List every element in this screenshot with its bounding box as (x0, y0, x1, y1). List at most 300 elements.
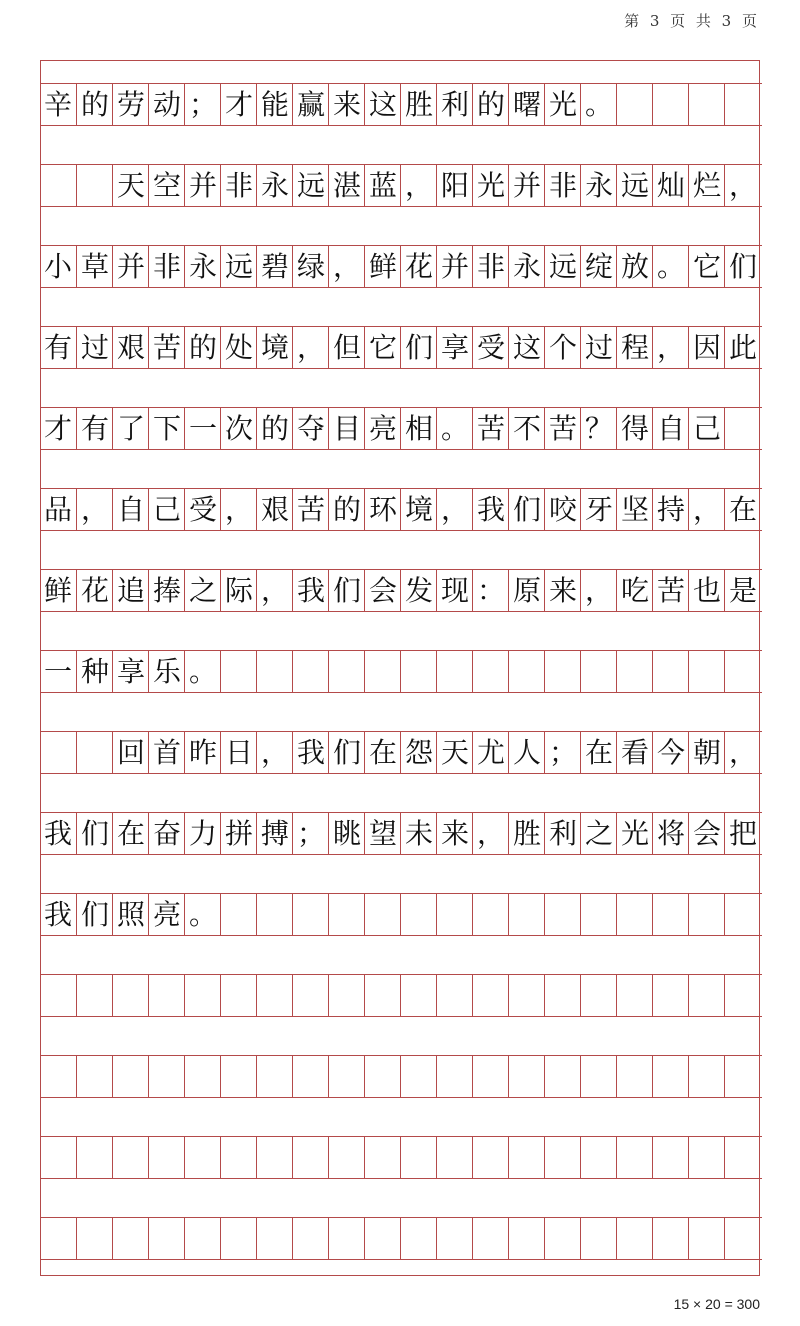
grid-cell (184, 1137, 221, 1178)
grid-cell (220, 1056, 257, 1097)
grid-cell: 把 (724, 813, 761, 854)
grid-cell: 苦 (652, 570, 689, 611)
grid-cell: 是 (724, 570, 761, 611)
grid-cell: 我 (472, 489, 509, 530)
grid-cell: 苦 (544, 408, 581, 449)
grid-cell (184, 975, 221, 1016)
grid-cell (328, 1137, 365, 1178)
grid-cell (40, 1056, 76, 1097)
grid-cell (580, 1137, 617, 1178)
grid-cell: 发 (400, 570, 437, 611)
grid-cell (436, 1137, 473, 1178)
grid-cell: 远 (544, 246, 581, 287)
grid-cell (328, 894, 365, 935)
grid-row (40, 488, 762, 531)
grid-cell: 它 (364, 327, 401, 368)
grid-cell (256, 975, 293, 1016)
grid-cell: 人 (508, 732, 545, 773)
grid-cell: 自 (652, 408, 689, 449)
grid-cell: ， (256, 570, 293, 611)
grid-cell: 来 (544, 570, 581, 611)
grid-cell: 。 (652, 246, 689, 287)
grid-cell: 苦 (472, 408, 509, 449)
grid-cell: 拼 (220, 813, 257, 854)
grid-cell: 了 (112, 408, 149, 449)
grid-cell: ， (76, 489, 113, 530)
grid-cell: 艰 (256, 489, 293, 530)
grid-cell: 处 (220, 327, 257, 368)
grid-cell (400, 651, 437, 692)
grid-cell: 因 (688, 327, 725, 368)
grid-cell: 一 (43, 654, 72, 688)
grid-cell (400, 975, 437, 1016)
grid-cell: 亮 (148, 894, 185, 935)
grid-cell: 享 (436, 327, 473, 368)
grid-cell (292, 1218, 329, 1259)
grid-cell: 看 (616, 732, 653, 773)
grid-cell: 在 (112, 813, 149, 854)
grid-cell (76, 1056, 113, 1097)
grid-cell: 空 (148, 165, 185, 206)
grid-cell: 能 (256, 84, 293, 125)
grid-cell (616, 894, 653, 935)
grid-cell: ， (472, 813, 509, 854)
grid-cell: ， (400, 165, 437, 206)
grid-cell: 乐 (148, 651, 185, 692)
grid-cell (544, 1056, 581, 1097)
grid-cell (76, 1137, 113, 1178)
grid-cell (544, 975, 581, 1016)
grid-cell: ； (544, 732, 581, 773)
grid-cell (544, 651, 581, 692)
grid-cell (616, 651, 653, 692)
grid-cell (652, 651, 689, 692)
grid-cell (472, 1137, 509, 1178)
grid-cell: 日 (220, 732, 257, 773)
grid-cell: 湛 (328, 165, 365, 206)
grid-cell (40, 975, 76, 1016)
grid-cell: ？ (580, 408, 617, 449)
grid-cell: ， (328, 246, 365, 287)
grid-cell (364, 1137, 401, 1178)
grid-cell: ， (688, 489, 725, 530)
grid-cell: 受 (472, 327, 509, 368)
grid-cell: 们 (76, 813, 113, 854)
grid-cell (400, 1056, 437, 1097)
grid-cell: 永 (256, 165, 293, 206)
grid-cell: 们 (76, 894, 113, 935)
grid-cell: 们 (724, 246, 761, 287)
grid-cell: 未 (400, 813, 437, 854)
grid-cell: 不 (508, 408, 545, 449)
grid-cell: 苦 (148, 327, 185, 368)
grid-cell: 一 (184, 408, 221, 449)
grid-cell: 夺 (292, 408, 329, 449)
grid-cell: 今 (652, 732, 689, 773)
grid-cell: 。 (184, 894, 221, 935)
grid-cell (256, 1056, 293, 1097)
grid-cell (616, 84, 653, 125)
grid-cell: 花 (76, 570, 113, 611)
grid-cell (364, 1056, 401, 1097)
grid-cell: 牙 (580, 489, 617, 530)
grid-cell: 原 (508, 570, 545, 611)
grid-cell: 们 (328, 570, 365, 611)
grid-cell (508, 975, 545, 1016)
grid-cell: 我 (292, 732, 329, 773)
grid-cell: 种 (76, 651, 113, 692)
grid-cell (580, 1056, 617, 1097)
grid-cell (688, 84, 725, 125)
grid-size-label: 15 × 20 = 300 (673, 1296, 760, 1312)
grid-cell: 境 (400, 489, 437, 530)
grid-cell (328, 1218, 365, 1259)
grid-cell: 回 (112, 732, 149, 773)
grid-cell: 个 (544, 327, 581, 368)
grid-cell: 的 (184, 327, 221, 368)
grid-cell (76, 165, 113, 206)
grid-cell: 烂 (688, 165, 725, 206)
grid-cell: 追 (112, 570, 149, 611)
grid-cell: 这 (364, 84, 401, 125)
grid-cell: ， (652, 327, 689, 368)
grid-cell: 胜 (400, 84, 437, 125)
grid-cell: 非 (220, 165, 257, 206)
grid-cell (328, 651, 365, 692)
grid-cell: 奋 (148, 813, 185, 854)
grid-cell (292, 651, 329, 692)
grid-cell: 我 (292, 570, 329, 611)
grid-cell (220, 1137, 257, 1178)
grid-cell (472, 975, 509, 1016)
grid-cell: 吃 (616, 570, 653, 611)
grid-cell: 才 (43, 411, 72, 445)
grid-cell (256, 894, 293, 935)
grid-cell: 绿 (292, 246, 329, 287)
grid-cell: 有 (43, 330, 72, 364)
grid-cell: 坚 (616, 489, 653, 530)
grid-cell (616, 1056, 653, 1097)
grid-cell: 过 (76, 327, 113, 368)
grid-cell: 现 (436, 570, 473, 611)
grid-cell: 天 (436, 732, 473, 773)
grid-cell: 动 (148, 84, 185, 125)
grid-cell (40, 732, 76, 773)
grid-cell: 赢 (292, 84, 329, 125)
grid-cell: 绽 (580, 246, 617, 287)
grid-cell: 光 (616, 813, 653, 854)
grid-cell: 非 (148, 246, 185, 287)
grid-row (40, 812, 762, 855)
grid-cell: 将 (652, 813, 689, 854)
grid-row (40, 164, 762, 207)
grid-cell (652, 84, 689, 125)
grid-cell: 朝 (688, 732, 725, 773)
grid-cell (724, 651, 761, 692)
grid-cell: 苦 (292, 489, 329, 530)
grid-cell (724, 1218, 761, 1259)
grid-cell (148, 1218, 185, 1259)
grid-cell (112, 1218, 149, 1259)
grid-cell (400, 894, 437, 935)
grid-cell (508, 894, 545, 935)
grid-cell (724, 894, 761, 935)
grid-cell (724, 975, 761, 1016)
grid-cell (616, 1218, 653, 1259)
grid-cell: 己 (148, 489, 185, 530)
grid-cell: 自 (112, 489, 149, 530)
grid-cell (724, 1056, 761, 1097)
grid-cell: 放 (616, 246, 653, 287)
grid-cell (292, 894, 329, 935)
grid-cell (436, 1218, 473, 1259)
grid-cell (220, 1218, 257, 1259)
grid-cell: ， (292, 327, 329, 368)
grid-cell: 在 (724, 489, 761, 530)
grid-cell (364, 651, 401, 692)
grid-cell: 艰 (112, 327, 149, 368)
grid-cell (508, 1137, 545, 1178)
grid-row (40, 407, 762, 450)
grid-cell (76, 1218, 113, 1259)
grid-row (40, 83, 762, 126)
grid-cell: 程 (616, 327, 653, 368)
grid-cell: ， (724, 165, 761, 206)
grid-cell (580, 1218, 617, 1259)
grid-cell: 之 (184, 570, 221, 611)
grid-row (40, 650, 762, 693)
grid-cell (184, 1056, 221, 1097)
grid-cell (688, 1137, 725, 1178)
grid-cell (508, 1218, 545, 1259)
grid-cell: 永 (508, 246, 545, 287)
grid-cell: 境 (256, 327, 293, 368)
grid-cell: 远 (220, 246, 257, 287)
grid-cell: 们 (328, 732, 365, 773)
grid-cell (616, 1137, 653, 1178)
grid-cell (544, 1218, 581, 1259)
grid-cell (508, 1056, 545, 1097)
grid-cell: 来 (436, 813, 473, 854)
grid-cell: 非 (472, 246, 509, 287)
grid-cell: 辛 (43, 87, 72, 121)
grid-cell (256, 651, 293, 692)
grid-cell (472, 1218, 509, 1259)
grid-row (40, 893, 762, 936)
grid-cell: 永 (580, 165, 617, 206)
grid-cell (76, 732, 113, 773)
grid-cell (724, 1137, 761, 1178)
grid-cell: ： (472, 570, 509, 611)
grid-cell (436, 1056, 473, 1097)
grid-cell (220, 894, 257, 935)
grid-cell: 碧 (256, 246, 293, 287)
grid-cell (400, 1137, 437, 1178)
grid-cell: 天 (112, 165, 149, 206)
grid-cell (688, 1056, 725, 1097)
grid-cell (544, 1137, 581, 1178)
grid-cell (508, 651, 545, 692)
grid-cell: 会 (364, 570, 401, 611)
grid-row (40, 974, 762, 1017)
grid-cell: 下 (148, 408, 185, 449)
grid-cell (292, 975, 329, 1016)
grid-cell: 际 (220, 570, 257, 611)
grid-cell: 得 (616, 408, 653, 449)
grid-cell: 品 (43, 492, 72, 526)
grid-cell (436, 894, 473, 935)
grid-cell (364, 894, 401, 935)
grid-cell: 也 (688, 570, 725, 611)
grid-cell: 蓝 (364, 165, 401, 206)
grid-cell: 小 (43, 249, 72, 283)
grid-cell: 眺 (328, 813, 365, 854)
grid-cell: 永 (184, 246, 221, 287)
grid-cell: 望 (364, 813, 401, 854)
grid-cell (328, 1056, 365, 1097)
grid-cell: 过 (580, 327, 617, 368)
grid-cell (472, 894, 509, 935)
grid-cell: ， (436, 489, 473, 530)
grid-cell (400, 1218, 437, 1259)
grid-cell: 草 (76, 246, 113, 287)
grid-cell: 搏 (256, 813, 293, 854)
grid-row (40, 1217, 762, 1260)
grid-cell: 鲜 (43, 573, 72, 607)
grid-cell: 的 (76, 84, 113, 125)
grid-cell: 的 (256, 408, 293, 449)
grid-cell (112, 1056, 149, 1097)
grid-cell: 利 (436, 84, 473, 125)
grid-cell: ， (724, 732, 761, 773)
grid-cell (436, 651, 473, 692)
grid-cell (652, 894, 689, 935)
grid-cell (652, 1218, 689, 1259)
grid-cell: ； (292, 813, 329, 854)
grid-cell: 照 (112, 894, 149, 935)
grid-cell: 花 (400, 246, 437, 287)
grid-cell: 曙 (508, 84, 545, 125)
grid-cell: 但 (328, 327, 365, 368)
grid-cell (688, 1218, 725, 1259)
grid-cell: 光 (544, 84, 581, 125)
grid-cell: 并 (112, 246, 149, 287)
grid-cell: 阳 (436, 165, 473, 206)
grid-row (40, 326, 762, 369)
grid-cell: 利 (544, 813, 581, 854)
grid-cell (724, 84, 761, 125)
grid-cell: 这 (508, 327, 545, 368)
grid-cell: 并 (184, 165, 221, 206)
grid-cell (112, 1137, 149, 1178)
grid-cell: 昨 (184, 732, 221, 773)
grid-cell (220, 975, 257, 1016)
grid-cell (112, 975, 149, 1016)
grid-cell: 己 (688, 408, 725, 449)
grid-cell (652, 1056, 689, 1097)
grid-cell: 才 (220, 84, 257, 125)
grid-cell: 相 (400, 408, 437, 449)
grid-cell: 远 (616, 165, 653, 206)
grid-cell: 环 (364, 489, 401, 530)
grid-cell (472, 651, 509, 692)
grid-cell: ； (184, 84, 221, 125)
grid-cell: 来 (328, 84, 365, 125)
grid-cell: 的 (328, 489, 365, 530)
page-number: 第 3 页 共 3 页 (624, 12, 760, 30)
grid-cell: ， (580, 570, 617, 611)
grid-cell (580, 651, 617, 692)
grid-cell (364, 1218, 401, 1259)
grid-cell (40, 165, 76, 206)
grid-cell: 胜 (508, 813, 545, 854)
grid-row (40, 569, 762, 612)
grid-cell (292, 1056, 329, 1097)
grid-cell (256, 1137, 293, 1178)
grid-cell: 灿 (652, 165, 689, 206)
grid-cell (688, 651, 725, 692)
grid-cell (220, 651, 257, 692)
grid-cell: 之 (580, 813, 617, 854)
grid-cell (580, 894, 617, 935)
grid-cell (544, 894, 581, 935)
grid-cell: 们 (400, 327, 437, 368)
grid-cell: 并 (508, 165, 545, 206)
grid-cell: 它 (688, 246, 725, 287)
grid-cell: 此 (724, 327, 761, 368)
grid-cell (688, 975, 725, 1016)
grid-row (40, 1055, 762, 1098)
grid-cell (472, 1056, 509, 1097)
grid-cell: 次 (220, 408, 257, 449)
grid-cell: 受 (184, 489, 221, 530)
grid-cell: 的 (472, 84, 509, 125)
grid-cell: 们 (508, 489, 545, 530)
grid-cell: 在 (364, 732, 401, 773)
grid-cell: 光 (472, 165, 509, 206)
grid-row (40, 1136, 762, 1179)
grid-cell: 力 (184, 813, 221, 854)
grid-cell (724, 408, 761, 449)
grid-cell (616, 975, 653, 1016)
grid-cell (148, 975, 185, 1016)
grid-cell (652, 975, 689, 1016)
grid-cell: ， (220, 489, 257, 530)
grid-cell: 目 (328, 408, 365, 449)
grid-cell: 在 (580, 732, 617, 773)
grid-cell (364, 975, 401, 1016)
grid-cell (256, 1218, 293, 1259)
grid-cell: 鲜 (364, 246, 401, 287)
grid-cell (40, 1137, 76, 1178)
grid-cell (40, 1218, 76, 1259)
grid-cell (688, 894, 725, 935)
grid-cell (184, 1218, 221, 1259)
grid-cell: 尤 (472, 732, 509, 773)
grid-cell: 非 (544, 165, 581, 206)
grid-cell: 我 (43, 897, 72, 931)
grid-cell: 。 (436, 408, 473, 449)
grid-cell: 。 (184, 651, 221, 692)
grid-cell: 咬 (544, 489, 581, 530)
grid-cell: 怨 (400, 732, 437, 773)
grid-row (40, 731, 762, 774)
grid-cell (580, 975, 617, 1016)
grid-cell: 享 (112, 651, 149, 692)
grid-cell: 有 (76, 408, 113, 449)
grid-cell (652, 1137, 689, 1178)
grid-cell: 持 (652, 489, 689, 530)
